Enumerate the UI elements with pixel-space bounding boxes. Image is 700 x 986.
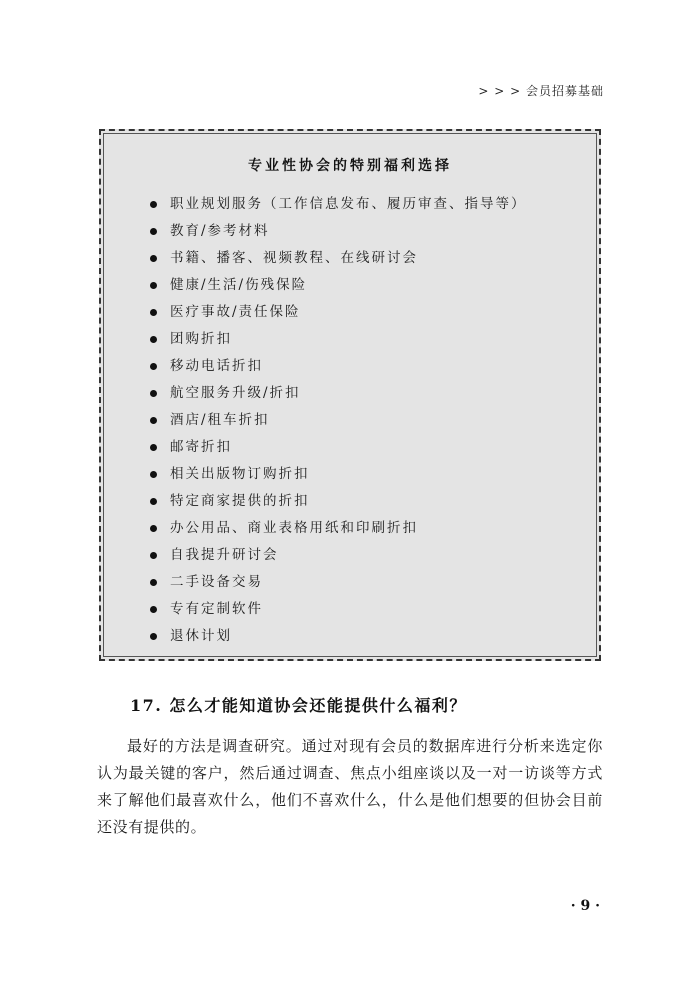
list-item: 自我提升研讨会 — [150, 542, 527, 569]
list-item: 特定商家提供的折扣 — [150, 488, 527, 515]
list-item: 办公用品、商业表格用纸和印刷折扣 — [150, 515, 527, 542]
list-item: 职业规划服务（工作信息发布、履历审查、指导等） — [150, 191, 527, 218]
list-item: 书籍、播客、视频教程、在线研讨会 — [150, 245, 527, 272]
list-item: 酒店/租车折扣 — [150, 407, 527, 434]
section-heading: 17. 怎么才能知道协会还能提供什么福利？ — [130, 696, 467, 715]
list-item: 团购折扣 — [150, 326, 527, 353]
list-item: 航空服务升级/折扣 — [150, 380, 527, 407]
body-paragraph: 最好的方法是调查研究。通过对现有会员的数据库进行分析来选定你认为最关键的客户，然后通过调查、焦点小组座谈以及一对一访谈等方式来了解他们最喜欢什么，他们不喜欢什么，什么是他们想要的但协会目前还没有提供的。 — [97, 737, 603, 836]
running-head: > > > 会员招募基础 — [478, 84, 604, 98]
benefits-list — [150, 191, 527, 650]
benefits-box — [99, 129, 601, 661]
list-item: 相关出版物订购折扣 — [150, 461, 527, 488]
list-item: 邮寄折扣 — [150, 434, 527, 461]
list-item: 健康/生活/伤残保险 — [150, 272, 527, 299]
list-item: 专有定制软件 — [150, 596, 527, 623]
list-item: 移动电话折扣 — [150, 353, 527, 380]
list-item: 二手设备交易 — [150, 569, 527, 596]
list-item: 退休计划 — [150, 623, 527, 650]
list-item: 医疗事故/责任保险 — [150, 299, 527, 326]
page-number: · 9 · — [570, 898, 600, 914]
list-item: 教育/参考材料 — [150, 218, 527, 245]
benefits-box-title: 专业性协会的特别福利选择 — [248, 158, 452, 174]
